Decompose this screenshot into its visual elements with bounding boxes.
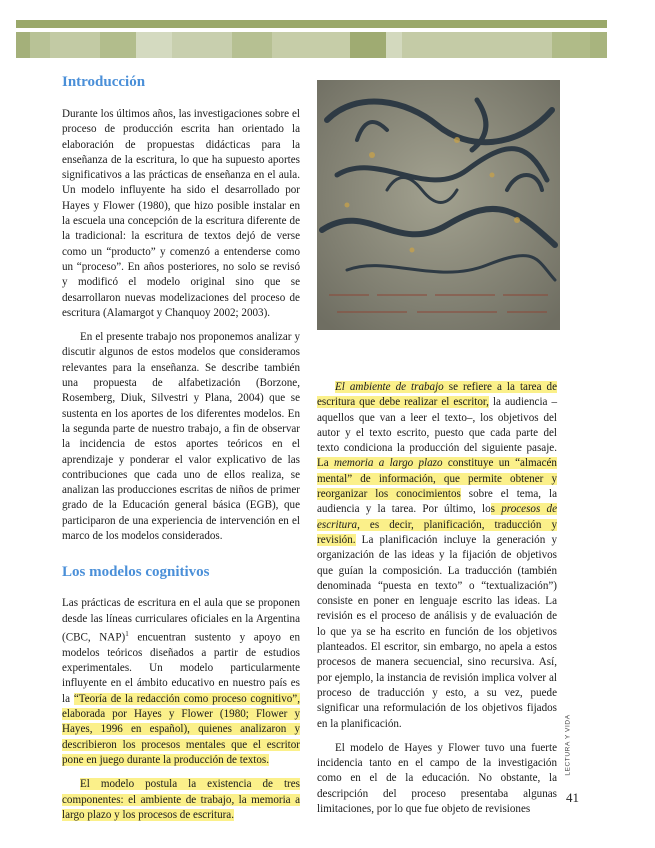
term-ambiente: El ambiente de trabajo [335, 381, 444, 393]
models-p1-text-a: Las prácticas de escritura en el aula que se proponen desde las líneas curriculares oficiales en la Argentina (CBC, NAP) [62, 597, 300, 644]
models-p1-text-b: encuentran sustento y apoyo en modelos teóricos diseñados a partir de estudios experimentales. Un modelo particularmente influyente en el ámbito educativo en nuestro país es la [62, 631, 300, 705]
right-paragraph-1 [317, 380, 557, 732]
side-label [562, 700, 574, 790]
right-p1-text-3: La planificación incluye la generación y organización de las ideas y la fijación de objetivos que guían la composición. La traducción (también denominada “puesta en texto” o “textualización”) consiste en poner en lenguaje escrito las ideas. La revisión es el proceso de análisis y de evaluación de lo que ya se ha escrito en función de los objetivos planteados. El escritor, sin embargo, no apela a estos procesos de manera secuencial, sino recursiva. Así, por ejemplo, la instancia de revisión implica volver al proceso de traducción y esto, a su vez, puede significar una reformulación de los objetivos fijados en la planificación. [317, 533, 557, 730]
right-column [317, 380, 557, 817]
calligraphy-illustration [317, 80, 560, 330]
right-p1-hl3-a: s [490, 503, 502, 516]
left-column [62, 74, 300, 823]
side-label-text: LECTURA Y VIDA [564, 714, 572, 776]
right-p1-text-2: sobre el tema, la audiencia y la tarea. Por último, lo [317, 488, 557, 516]
intro-heading: Introducción [62, 74, 146, 90]
models-paragraph-2 [62, 777, 300, 823]
term-procesos: procesos de escritura [317, 503, 557, 531]
page-number: 41 [566, 790, 579, 805]
right-p1-text-1: la audiencia –aquellos que van a leer el texto–, los objetivos del autor y el texto escrito, puesto que cada parte del texto condiciona la producción del siguiente pasaje. [317, 396, 557, 455]
right-paragraph-2: El modelo de Hayes y Flower tuvo una fuerte incidencia tanto en el campo de la investigación como en el de la educación. No obstante, la descripción del proceso presentaba algunas limitaciones, por lo que fue objeto de revisiones [317, 741, 557, 816]
header-band-top [16, 20, 607, 28]
right-p1-hl2-b: constituye un “almacén mental” de información, que permite obtener y reorganizar los conocimientos [317, 457, 557, 501]
right-p1-hl3-b: , es decir, planificación, traducción y revisión. [317, 518, 557, 546]
models-p2-highlight: El modelo postula la existencia de tres componentes: el ambiente de trabajo, la memoria a largo plazo y los procesos de escritura. [62, 778, 300, 821]
header-band [16, 32, 607, 58]
right-p1-highlight-1-rest: se refiere a la tarea de escritura que debe realizar el escritor, [317, 381, 557, 409]
models-paragraph-1 [62, 596, 300, 768]
calligraphy-photo [317, 80, 560, 330]
footnote-ref: 1 [125, 629, 129, 638]
models-p1-highlight: “Teoría de la redacción como proceso cognitivo”, elaborada por Hayes y Flower (1980; Flower y Hayes, 1996 en español), quienes analizaron y describieron los procesos mentales que el escritor pone en juego durante la producción de textos. [62, 692, 301, 766]
intro-paragraph-1: Durante los últimos años, las investigaciones sobre el proceso de producción escrita han orientado la elaboración de propuestas didácticas para la enseñanza de la escritura, lo que ha supuesto aportes significativos a las prácticas de enseñanza en el aula. Un modelo influyente ha sido el desarrollado por Hayes y Flower (1980), que hizo posible instalar en la escuela una concepción de la escritura diferente de la tradicional: la escritura de textos dejó de verse como un “producto” y comenzó a entenderse como un “proceso”. En años posteriores, no solo se revisó y modificó el modelo original sino que se desarrollaron nuevas modelizaciones del proceso de escritura (Alamargot y Chanquoy 2002; 2003). [62, 108, 300, 319]
models-heading: Los modelos cognitivos [62, 564, 210, 581]
right-p1-hl2-a: La [317, 457, 334, 470]
term-memoria: memoria a largo plazo [334, 457, 443, 470]
intro-paragraph-2: En el presente trabajo nos proponemos analizar y discutir algunos de estos modelos que consideramos relevantes para la enseñanza. Se describe también una propuesta de alfabetización (Borzone, Rosemberg, Diuk, Silvestri y Plana, 2004) que se sustenta en los aportes de los diferentes modelos. En la segunda parte de nuestro trabajo, a fin de observar la incidencia de estos aportes teóricos en el aprendizaje y ponderar el valor explicativo de las contribuciones que cada uno de ellos realiza, se analizan las producciones escritas de niños de primer grado de la Educación general básica (EGB), que participaron de una experiencia de intervención en el marco de los modelos considerados. [62, 331, 300, 543]
